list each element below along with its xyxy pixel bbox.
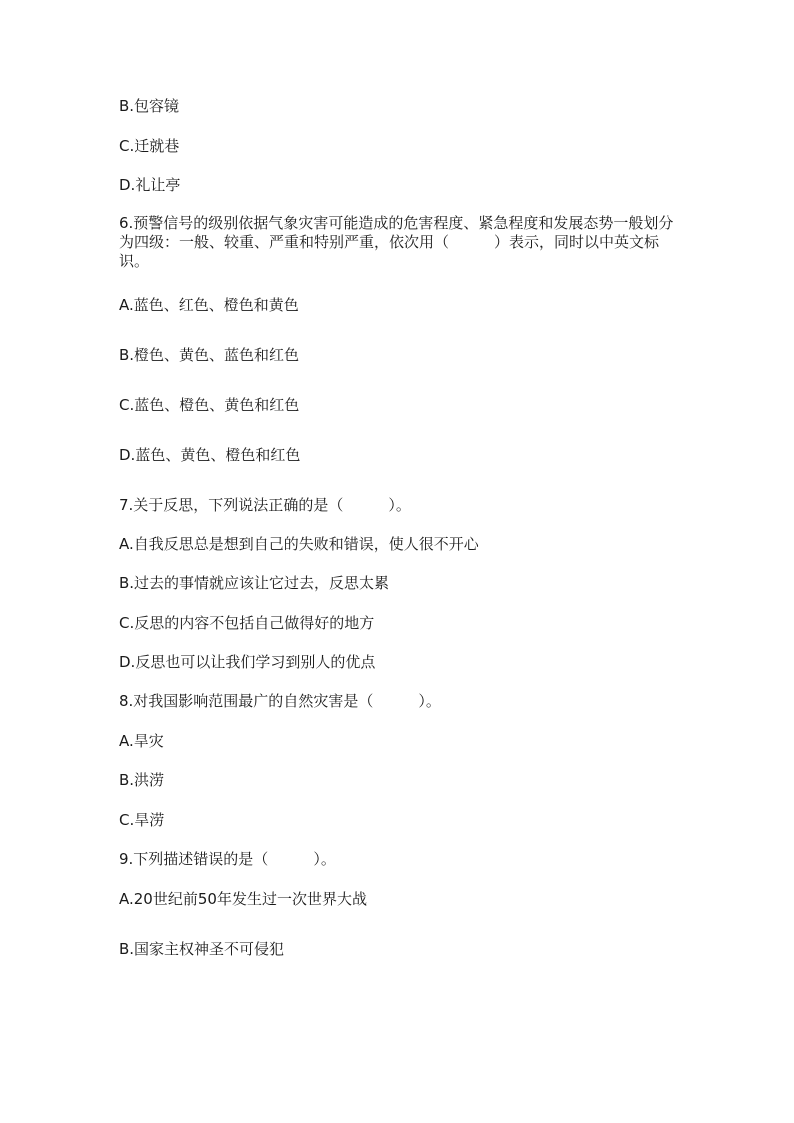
q7-option-c: C.反思的内容不包括自己做得好的地方: [119, 614, 375, 632]
q7-option-b: B.过去的事情就应该让它过去，反思太累: [119, 574, 390, 592]
q8-option-c: C.旱涝: [119, 811, 165, 829]
q5-option-c: C.迁就巷: [119, 137, 180, 155]
q7-option-d: D.反思也可以让我们学习到别人的优点: [119, 653, 376, 671]
q7-option-a: A.自我反思总是想到自己的失败和错误，使人很不开心: [119, 535, 479, 553]
q8-stem: 8.对我国影响范围最广的自然灾害是（ ）。: [119, 692, 441, 710]
q8-option-b: B.洪涝: [119, 771, 165, 789]
q6-option-d: D.蓝色、黄色、橙色和红色: [119, 446, 301, 464]
q7-stem: 7.关于反思，下列说法正确的是（ ）。: [119, 496, 411, 514]
q6-stem: 6.预警信号的级别依据气象灾害可能造成的危害程度、紧急程度和发展态势一般划分为四级：一般、较重、严重和特别严重，依次用（ ）表示，同时以中英文标识。: [119, 214, 674, 270]
q9-option-a: A.20世纪前50年发生过一次世界大战: [119, 890, 367, 908]
q5-option-b: B.包容镜: [119, 97, 180, 115]
q9-stem: 9.下列描述错误的是（ ）。: [119, 850, 336, 868]
q6-option-a: A.蓝色、红色、橙色和黄色: [119, 296, 299, 314]
q5-option-d: D.礼让亭: [119, 176, 181, 194]
q8-option-a: A.旱灾: [119, 732, 164, 750]
q6-option-c: C.蓝色、橙色、黄色和红色: [119, 396, 300, 414]
q6-option-b: B.橙色、黄色、蓝色和红色: [119, 346, 300, 364]
q9-option-b: B.国家主权神圣不可侵犯: [119, 940, 285, 958]
